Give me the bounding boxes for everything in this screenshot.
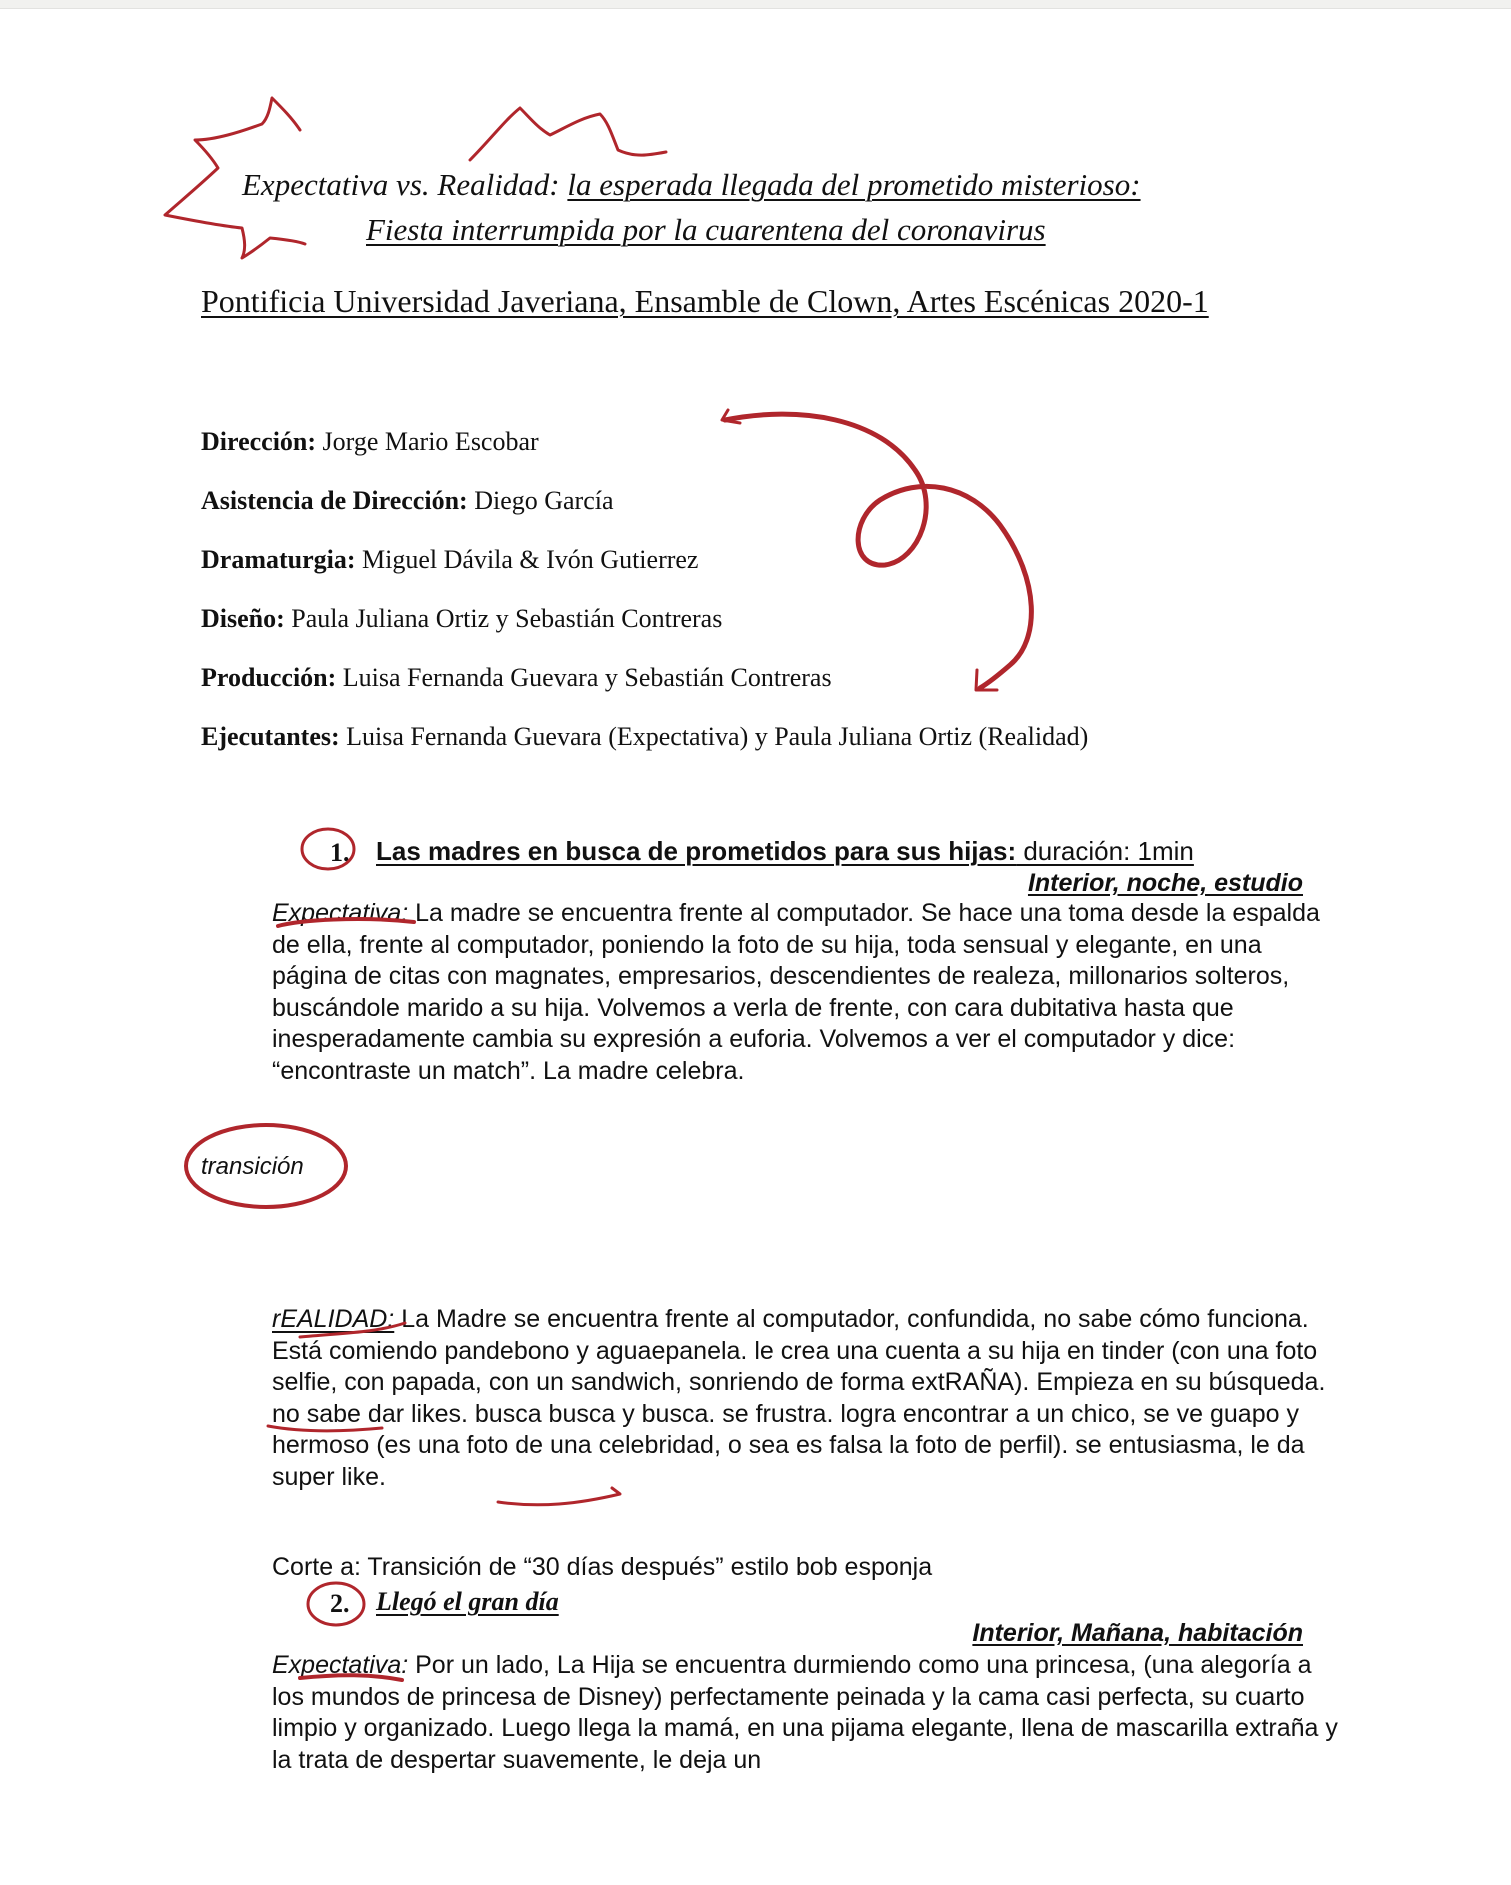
credit-value: Luisa Fernanda Guevara (Expectativa) y Paula Juliana Ortiz (Realidad) [339,722,1089,751]
credit-produccion [201,663,832,693]
title-underlined: la esperada llegada del prometido misterioso: [567,167,1141,202]
credit-label: Asistencia de Dirección: [201,486,468,515]
document-title-line-1 [242,167,1141,203]
credit-direccion [201,427,539,457]
credit-label: Ejecutantes: [201,722,340,751]
document-subtitle: Pontificia Universidad Javeriana, Ensamble de Clown, Artes Escénicas 2020-1 [201,283,1209,319]
credit-value: Diego García [467,486,614,515]
expectativa-label: Expectativa: [272,1651,409,1679]
scene-2-expectativa-paragraph [272,1650,1342,1776]
cut-to-transition: Corte a: Transición de “30 días después” estilo bob esponja [272,1553,933,1581]
transition-label: transición [201,1153,304,1180]
credit-asistencia [201,486,614,516]
expectativa-text: Por un lado, La Hija se encuentra durmiendo como una princesa, (una alegoría a los mundos de princesa de Disney) perfectamente peinada y la cama casi perfecta, su cuarto limpio y organizado. Luego llega la mamá, en una pijama elegante, llena de mascarilla extraña y la trata de despertar suavemente, le deja un [272,1651,1338,1774]
ink-spiral-arrow [725,414,1031,688]
credit-dramaturgia [201,545,698,575]
credit-label: Dramaturgia: [201,545,356,574]
ink-arrowhead-top [722,410,740,423]
ink-arrowhead-bottom [976,670,997,690]
expectativa-label: Expectativa: [272,899,409,927]
scene-1-realidad-paragraph [272,1304,1342,1493]
scene-1-location: Interior, noche, estudio [1027,869,1303,897]
credit-label: Diseño: [201,604,285,633]
credit-value: Luisa Fernanda Guevara y Sebastián Contreras [336,663,832,692]
ink-squiggle-top [470,108,666,160]
credit-diseno [201,604,722,634]
scene-1-number: 1. [330,838,350,867]
scene-1-heading [376,836,1194,867]
viewer-top-bar [0,0,1511,9]
credit-value: Miguel Dávila & Ivón Gutierrez [355,545,699,574]
document-title-line-2: Fiesta interrumpida por la cuarentena del coronavirus [366,212,1046,247]
scene-1-title: Las madres en busca de prometidos para sus hijas: [376,836,1017,866]
credit-ejecutantes [201,722,1088,752]
credit-value: Jorge Mario Escobar [316,427,539,456]
scene-1-duration: duración: 1min [1016,836,1194,866]
expectativa-text: La madre se encuentra frente al computador. Se hace una toma desde la espalda de ella, frente al computador, poniendo la foto de su hija, toda sensual y elegante, en una página de citas con magnates, empresarios, descendientes de realeza, millonarios solteros, buscándole marido a su hija. Volvemos a verla de frente, con cara dubitativa hasta que inesperadamente cambia su expresión a euforia. Volvemos a ver el computador y dice: “encontraste un match”. La madre celebra. [272,899,1320,1085]
credit-label: Dirección: [201,427,317,456]
realidad-label: rEALIDAD: [272,1305,395,1333]
scene-1-expectativa-paragraph [272,898,1342,1087]
scene-2-heading: Llegó el gran día [376,1587,559,1616]
title-lead: Expectativa vs. Realidad: [242,167,568,202]
credit-label: Producción: [201,663,337,692]
scene-2-number: 2. [330,1589,350,1618]
realidad-text: La Madre se encuentra frente al computador, confundida, no sabe cómo funciona. Está comiendo pandebono y aguaepanela. le crea una cuenta a su hija en tinder (con una foto selfie, con papada, con un sandwich, sonriendo de forma extRAÑA). Empieza en su búsqueda. no sabe dar likes. busca busca y busca. se frustra. logra encontrar a un chico, se ve guapo y hermoso (es una foto de una celebridad, o sea es falsa la foto de perfil). se entusiasma, le da super like. [272,1305,1326,1491]
credit-value: Paula Juliana Ortiz y Sebastián Contreras [284,604,723,633]
scene-2-location: Interior, Mañana, habitación [972,1619,1303,1647]
